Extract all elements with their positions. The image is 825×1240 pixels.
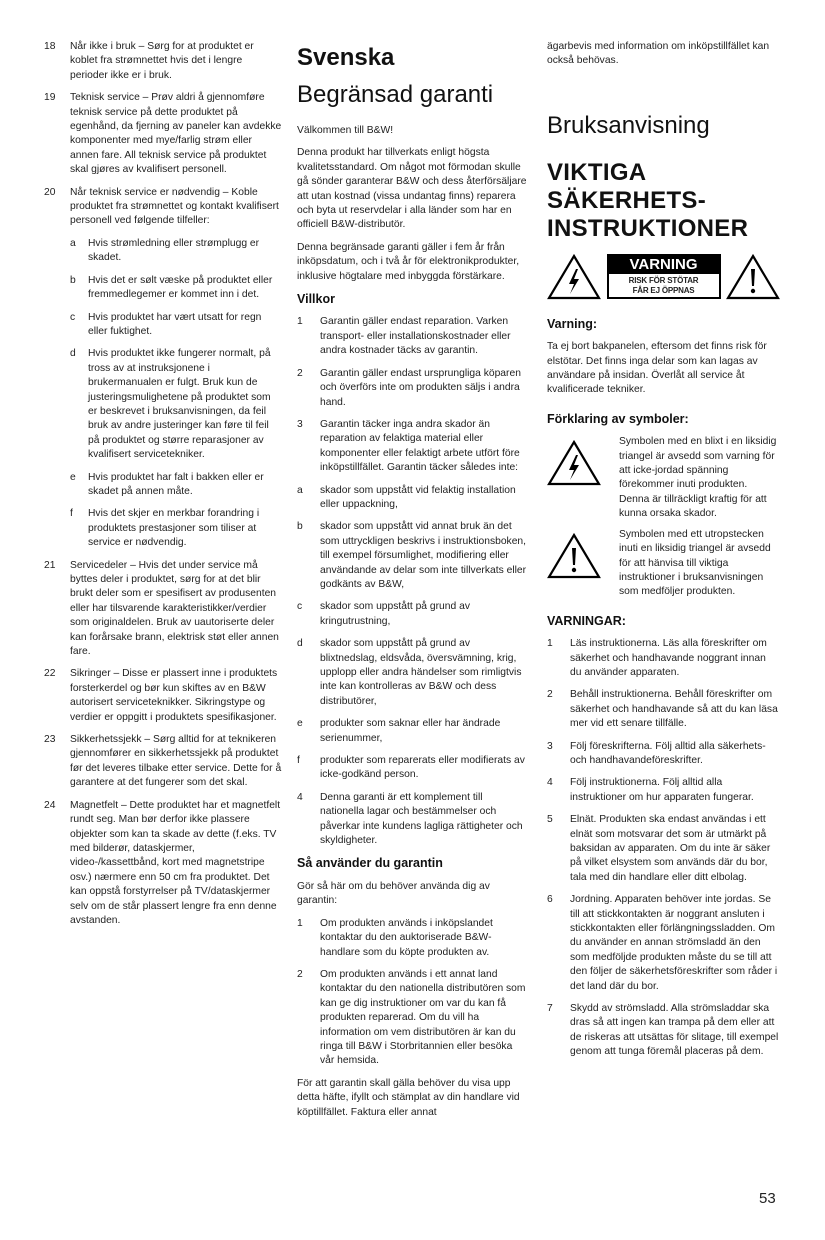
list-item: 5 Elnät. Produkten ska endast användas i ett elnät som motsvarar det som är utmärkt på baksidan av apparaten. Om du inte är säker på vilket elsystem som används där du bor, tala med din handlare eller ditt elbolag. xyxy=(547,814,771,883)
list-item: 24 Magnetfelt – Dette produktet har et magnetfelt rundt seg. Man bør derfor ikke plassere objekter som kan ta skade av dette (f.eks. TV med bilderør, dataskjermer, video-/kassettbånd, kort med magnetstripe osv.) nærmere enn 50 cm fra produktet. Det kan oppstå forstyrrelser på TV/dataskjermer selv om de står plassert lengre fra enn denne avstanden. xyxy=(44,799,281,926)
list-item: 2 Behåll instruktionerna. Behåll föreskrifter om säkerhet och handhavande så att du kan läsa mer vid ett senare tillfälle. xyxy=(547,689,778,730)
warning-heading: Varning: xyxy=(547,316,598,331)
list-item: 7 Skydd av strömsladd. Alla strömsladdar ska dras så att ingen kan trampa på dem eller att de riskeras att utsättas för slitage, till exempel genom att tunga föremål placeras på dem. xyxy=(547,1003,779,1058)
list-item: 22 Sikringer – Disse er plassert inne i produktets forsterkerdel og bør kun skiftes av en B&W autorisert serviceteknikker. Sikringstype og verdier er oppgitt i produktets spesifikasjoner. xyxy=(44,668,278,723)
list-item: a skador som uppstått vid felaktig installation eller uppackning, xyxy=(297,484,516,510)
lightning-triangle-icon xyxy=(547,439,601,487)
warning-label xyxy=(607,254,721,299)
conditions-heading: Villkor xyxy=(297,292,335,307)
warranty-heading: Begränsad garanti xyxy=(297,81,494,108)
page-number: 53 xyxy=(759,1190,776,1207)
list-item: 1 Läs instruktionerna. Läs alla föreskrifter om säkerhet och handhavande noggrant innan du använder apparaten. xyxy=(547,638,767,678)
paragraph: Denna produkt har tillverkats enligt högsta kvalitetsstandard. Om något mot förmodan skulle gå sönder garanterar B&W och dess återförsäljare att utan kostnad (vissa undantag finns) reparera och byta ut reservdelar i alla länder som har en officiell B&W-distributör. xyxy=(297,147,527,231)
swedish-warranty-column xyxy=(297,40,529,1128)
swedish-safety-column xyxy=(547,40,780,1068)
list-item: d skador som uppstått på grund av blixtnedslag, eldsvåda, översvämning, krig, upplopp eller andra händelser som rimligtvis inte kan kontrolleras av B&W och dess distributörer, xyxy=(297,638,522,707)
symbol-explanation: Symbolen med ett utropstecken inuti en liksidig triangel är avsedd för att hänvisa till viktiga instruktioner i bruksanvisningen som medföljer produkten. xyxy=(547,528,780,600)
sub-list-item: f Hvis det skjer en merkbar forandring i produktets prestasjoner som tiliser at service er nødvendig. xyxy=(70,508,260,549)
language-heading: Svenska xyxy=(297,44,395,71)
list-item: b skador som uppstått vid annat bruk än det som uttryckligen beskrivs i instruktionsboken, till exempel försumlighet, modifiering eller användande av delar som inte tillverkats eller godkänts av B&W, xyxy=(297,521,527,590)
symbol-explanation: Symbolen med en blixt i en liksidig triangel är avsedd som varning för att icke-jordad spänning förekommer inuti produkten. Denna är tillräckligt kraftig för att kunna orsaka skador. xyxy=(547,435,780,521)
exclamation-triangle-icon xyxy=(726,253,780,301)
sub-list-item: d Hvis produktet ikke fungerer normalt, på tross av at instruksjonene i brukermanualen er fulgt. Bruk kun de justeringsmulighetene på produktet som er beskrevet i bruksanvisningen, da feil bruk av andre justeringer kan føre til feil på produktet og større reparasjoner av kvalifisert servicetekniker. xyxy=(70,348,271,461)
warning-label-text: RISK FÖR STÖTAR FÅR EJ ÖPPNAS xyxy=(628,276,699,295)
sub-list-item: e Hvis produktet har falt i bakken eller er skadet på annen måte. xyxy=(70,471,264,497)
paragraph: Välkommen till B&W! xyxy=(297,125,394,136)
list-item: 3 Följ föreskrifterna. Följ alltid alla säkerhets- och handhavandeföreskrifter. xyxy=(547,740,766,766)
warning-label-title: VARNING xyxy=(609,256,719,274)
list-item: c skador som uppstått på grund av kringutrustning, xyxy=(297,601,470,627)
list-item: 18 Når ikke i bruk – Sørg for at produktet er koblet fra strømnettet hvis det i lengre perioder ikke er i bruk. xyxy=(44,41,254,81)
paragraph: Denna begränsade garanti gäller i fem år från inköpsdatum, och i två år för elektronikprodukter, inklusive högtalare med inbyggda förstärkare. xyxy=(297,241,520,282)
list-item: 4 Följ instruktionerna. Följ alltid alla instruktioner om hur apparaten fungerar. xyxy=(547,777,754,803)
sub-list-item: a Hvis strømledning eller strømplugg er skadet. xyxy=(70,237,260,264)
sub-list-item: c Hvis produktet har vært utsatt for regn eller fuktighet. xyxy=(70,311,262,337)
paragraph: Ta ej bort bakpanelen, eftersom det finns risk för elstötar. Det finns inga delar som kan lagas av användare på insidan. Överlåt all service åt kvalificerade tekniker. xyxy=(547,341,767,396)
warning-label-row xyxy=(547,253,780,301)
list-item: 20 Når teknisk service er nødvendig – Koble produktet fra strømnettet og kontakt kvalifisert personell ved følgende tilfeller: xyxy=(44,186,279,227)
how-to-use-heading: Så använder du garantin xyxy=(297,856,443,871)
list-item: 19 Teknisk service – Prøv aldri å gjennomføre teknisk service på dette produktet på egenhånd, da fjerning av paneler kan avdekke komponenter med mye/farlig strøm eller annen fare. All teknisk service på produktet skal gjøres av kvalifisert personell. xyxy=(44,92,282,176)
sub-list-item: b Hvis det er sølt væske på produktet eller fremmedlegemer er kommet inn i det. xyxy=(70,274,273,301)
paragraph: ägarbevis med information om inköpstillfället kan också behövas. xyxy=(547,41,770,67)
exclamation-triangle-icon xyxy=(547,532,601,580)
list-item: 1 Garantin gäller endast reparation. Varken transport- eller installationskostnader eller andra kostnader täcks av garantin. xyxy=(297,316,511,357)
paragraph: För att garantin skall gälla behöver du visa upp detta häfte, ifyllt och stämplat av din handlare vid köptillfället. Faktura eller annat xyxy=(297,1077,520,1118)
list-item: 4 Denna garanti är ett komplement till nationella lagar och bestämmelser och påverkar inte kundens lagliga rättigheter och skyldigheter. xyxy=(297,791,523,847)
list-item: e produkter som saknar eller har ändrade serienummer, xyxy=(297,718,501,744)
manual-heading: Bruksanvisning xyxy=(547,111,710,139)
list-item: 2 Om produkten används i ett annat land kontaktar du den nationella distributören som kan ge dig instruktioner om var du kan få produkten reparerad. Om du vill ha information om vem distributören är kan du ringa till B&W i Storbritannien eller besöka vår hemsida. xyxy=(297,968,526,1067)
list-item: 23 Sikkerhetssjekk – Sørg alltid for at teknikeren gjennomfører en sikkerhetssjekk på produktet før det leveres tilbake etter service. Dette for å garantere at det fungerer som det skal. xyxy=(44,734,282,789)
list-item: 6 Jordning. Apparaten behöver inte jordas. Se till att stickkontakten är noggrant ansluten i stickkontakten eller förlängningssladden. Om du använder en annan strömsladd än den som medföljde produkten måste du se till att den följer de säkerhetsföreskrifter som råder i det land där du bor. xyxy=(547,894,778,992)
list-item: 1 Om produkten används i inköpslandet kontaktar du den auktoriserade B&W-handlare som du köpte produkten av. xyxy=(297,917,493,958)
list-item: 2 Garantin gäller endast ursprungliga köparen och överförs inte om produkten säljs i andra hand. xyxy=(297,367,521,408)
list-item: 3 Garantin täcker inga andra skador än reparation av felaktiga material eller komponenter eller felaktigt arbete utfört före inköpstillfället. Garantin täcker således inte: xyxy=(297,418,520,474)
paragraph: Gör så här om du behöver använda dig av garantin: xyxy=(297,880,490,907)
warnings-heading: VARNINGAR: xyxy=(547,613,626,628)
safety-instructions-heading: VIKTIGA SÄKERHETS- INSTRUKTIONER xyxy=(547,158,749,242)
norwegian-safety-column xyxy=(44,40,282,936)
symbols-heading: Förklaring av symboler: xyxy=(547,411,689,426)
list-item: f produkter som reparerats eller modifierats av icke-godkänd person. xyxy=(297,755,525,781)
lightning-triangle-icon xyxy=(547,253,601,301)
list-item: 21 Servicedeler – Hvis det under service må byttes deler i produktet, sørg for at det blir brukt deler som er spesifisert av produsenten eller har tilsvarende karakteristikker/verdier som originaldelen. Bruk av uautoriserte deler kan forårsake brann, elektrisk støt eller annen fare. xyxy=(44,559,279,658)
